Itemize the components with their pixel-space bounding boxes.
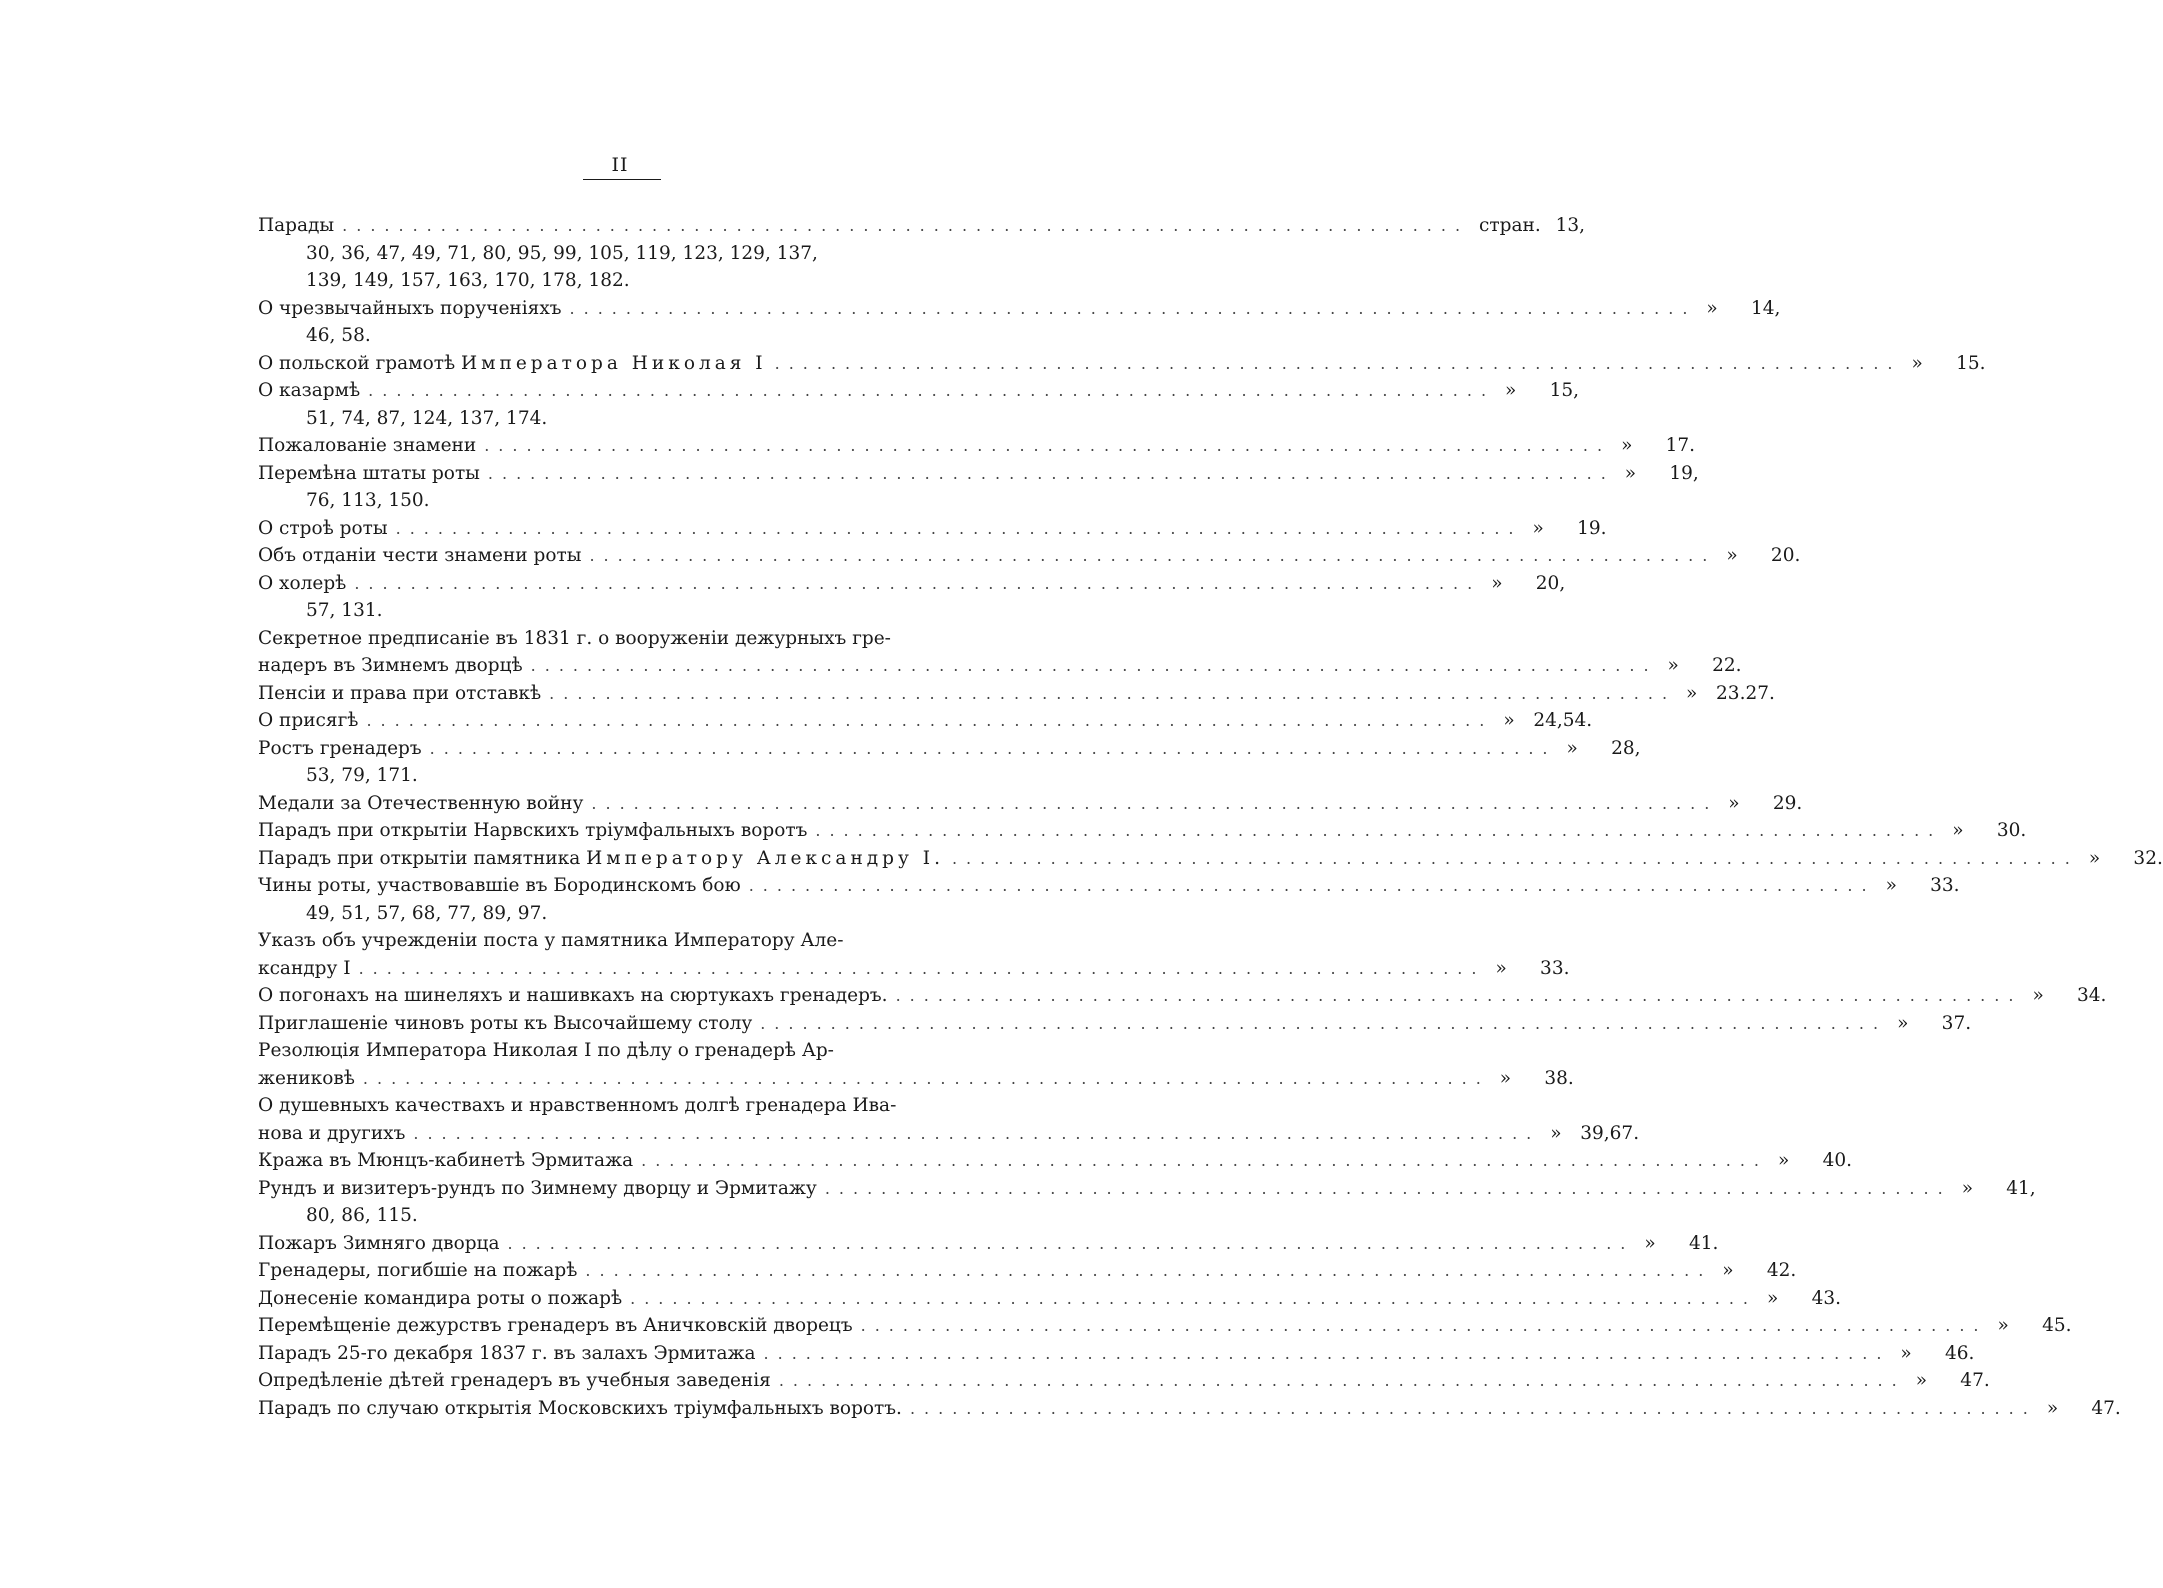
leader-dots: ................................................................................ xyxy=(630,1288,1757,1308)
toc-entry xyxy=(258,350,1986,378)
page-ref-mark: » xyxy=(2032,985,2044,1006)
page-ref: 29. xyxy=(1772,792,1803,814)
entry-title: Парадъ при открытіи Нарвскихъ тріумфальныхъ воротъ xyxy=(258,820,808,841)
page-ref-mark: » xyxy=(1503,710,1515,731)
toc-entry xyxy=(258,1010,1972,1038)
entry-row xyxy=(258,1147,1852,1175)
page-ref-mark: » xyxy=(1900,1342,1912,1364)
page-ref: 20, xyxy=(1535,572,1566,594)
entry-title: Парадъ 25-го декабря 1837 г. въ залахъ Эрмитажа xyxy=(258,1342,756,1364)
entry-row xyxy=(258,1257,1797,1285)
entry-row xyxy=(258,790,1803,818)
toc-entry xyxy=(258,212,1586,295)
leader-dots: ................................................................................ xyxy=(395,518,1523,538)
leader-dots: ................................................................................ xyxy=(569,298,1697,318)
toc-entry xyxy=(258,1092,1640,1147)
entry-row xyxy=(258,707,1593,735)
entry-title: Перемѣна штаты роты xyxy=(258,462,480,484)
toc-entry xyxy=(258,790,1803,818)
toc-entry xyxy=(258,1257,1797,1285)
entry-row xyxy=(258,1285,1841,1313)
entry-row xyxy=(258,515,1607,543)
page-ref: 20. xyxy=(1770,545,1801,566)
page-ref: 24,54. xyxy=(1533,710,1593,731)
toc-entry xyxy=(258,1395,2121,1423)
toc-entry xyxy=(258,1285,1841,1313)
toc-entry xyxy=(258,680,1775,708)
header-rule xyxy=(583,179,661,180)
entry-row xyxy=(258,1340,1975,1368)
leader-dots: ................................................................................ xyxy=(909,1398,2037,1418)
page-number: II xyxy=(611,154,629,176)
entry-title: Чины роты, участвовавшіе въ Бородинскомъ бою xyxy=(258,875,741,896)
entry-title: Ростъ гренадеръ xyxy=(258,737,422,759)
entry-title-spaced: Императора Николая I xyxy=(461,352,767,374)
page-ref-mark: стран. xyxy=(1479,215,1541,236)
entry-title-spaced: Императору Александру I. xyxy=(586,847,944,869)
leader-dots: ................................................................................ xyxy=(748,876,1876,895)
page-ref: 17. xyxy=(1665,435,1696,456)
entry-row xyxy=(258,735,1641,763)
page-ref-mark: » xyxy=(1667,655,1679,676)
page-ref: 19, xyxy=(1669,462,1699,484)
toc-entry xyxy=(258,1312,2072,1340)
leader-dots: ................................................................................ xyxy=(342,216,1470,235)
page-ref-mark: » xyxy=(1491,572,1503,594)
page-ref: 15. xyxy=(1956,352,1986,374)
entry-title: Опредѣленіе дѣтей гренадеръ въ учебныя заведенія xyxy=(258,1370,771,1391)
entry-row xyxy=(258,432,1696,460)
page-ref: 38. xyxy=(1544,1067,1574,1089)
page-ref-mark: » xyxy=(1726,545,1738,566)
entry-title: ксандру I xyxy=(258,957,351,979)
page-ref: 28, xyxy=(1611,737,1641,759)
entry-title: Пожаръ Зимняго дворца xyxy=(258,1232,500,1254)
page-ref-mark: » xyxy=(1728,792,1740,814)
page-ref: 40. xyxy=(1822,1150,1852,1171)
leader-dots: ................................................................................ xyxy=(366,711,1494,730)
toc-entry xyxy=(258,570,1566,625)
entry-row xyxy=(258,1230,1719,1258)
entry-continuation: 139, 149, 157, 163, 170, 178, 182. xyxy=(306,270,630,291)
toc-entry xyxy=(258,432,1696,460)
toc-entry xyxy=(258,625,1742,680)
page-ref-mark: » xyxy=(1624,462,1637,484)
page-ref-mark: » xyxy=(1550,1122,1562,1144)
toc-entry xyxy=(258,872,1960,927)
toc-entry xyxy=(258,817,2027,845)
entry-title: О погонахъ на шинеляхъ и нашивкахъ на сюртукахъ гренадеръ. xyxy=(258,985,888,1006)
page-ref-mark: » xyxy=(1566,737,1578,759)
page-ref-mark: » xyxy=(1778,1150,1790,1171)
leader-dots: ................................................................................ xyxy=(860,1316,1988,1335)
toc-entry xyxy=(258,707,1593,735)
page-ref-mark: » xyxy=(1686,682,1698,704)
page-ref: 19. xyxy=(1577,517,1607,539)
leader-dots: ................................................................................ xyxy=(641,1151,1768,1170)
entry-continuation: 80, 86, 115. xyxy=(306,1205,418,1226)
page-ref-mark: » xyxy=(1706,297,1718,319)
page-ref: 23.27. xyxy=(1716,682,1775,704)
page-ref-mark: » xyxy=(1767,1287,1779,1309)
entry-title: Парады xyxy=(258,215,335,236)
page-ref: 15, xyxy=(1549,380,1580,401)
entry-title-line: Указъ объ учрежденіи поста у памятника Императору Але- xyxy=(258,930,844,951)
toc-entry xyxy=(258,515,1607,543)
page-ref: 43. xyxy=(1811,1287,1841,1309)
leader-dots: ................................................................................ xyxy=(760,1013,1888,1033)
page-ref-mark: » xyxy=(1722,1260,1734,1281)
page-ref: 34. xyxy=(2077,985,2107,1006)
toc-entry xyxy=(258,735,1641,790)
entry-continuation: 51, 74, 87, 124, 137, 174. xyxy=(306,407,548,429)
entry-title: О польской грамотѣ Императора Николая I xyxy=(258,352,767,374)
page-ref-mark: » xyxy=(1532,517,1544,539)
entry-row xyxy=(258,1120,1640,1148)
entry-row xyxy=(258,680,1775,708)
entry-continuation: 57, 131. xyxy=(306,600,383,621)
toc-entry xyxy=(258,1230,1719,1258)
page-ref: 14, xyxy=(1750,297,1781,319)
entry-title: жениковѣ xyxy=(258,1067,355,1089)
entry-row xyxy=(258,982,2107,1010)
page-ref-mark: » xyxy=(1897,1012,1909,1034)
entry-title: Приглашеніе чиновъ роты къ Высочайшему столу xyxy=(258,1012,753,1034)
page-ref: 32. xyxy=(2133,847,2163,869)
page-ref: 47. xyxy=(2091,1397,2121,1419)
entry-row xyxy=(258,460,1699,488)
toc-entry xyxy=(258,295,1781,350)
entry-title: Объ отданіи чести знамени роты xyxy=(258,545,582,566)
entry-continuation: 30, 36, 47, 49, 71, 80, 95, 99, 105, 119, 123, 129, 137, xyxy=(306,242,818,264)
toc-entry xyxy=(258,1175,2036,1230)
leader-dots: ................................................................................ xyxy=(354,573,1482,593)
entry-row xyxy=(258,542,1801,570)
entry-title: О строѣ роты xyxy=(258,517,388,539)
toc-entry xyxy=(258,460,1699,515)
entry-row xyxy=(258,295,1781,323)
leader-dots: ................................................................................ xyxy=(774,353,1902,373)
entry-title: Перемѣщеніе дежурствъ гренадеръ въ Аничковскій дворецъ xyxy=(258,1315,853,1336)
page-ref: 45. xyxy=(2042,1315,2072,1336)
entry-title: Гренадеры, погибшіе на пожарѣ xyxy=(258,1260,578,1281)
entry-title: О присягѣ xyxy=(258,710,359,731)
toc-entry xyxy=(258,845,2163,873)
toc-entry xyxy=(258,1340,1975,1368)
page-ref-mark: » xyxy=(1499,1067,1512,1089)
entry-row xyxy=(258,570,1566,598)
toc-entry xyxy=(258,1037,1574,1092)
entry-title: Кража въ Мюнцъ-кабинетѣ Эрмитажа xyxy=(258,1150,634,1171)
page-ref-mark: » xyxy=(1495,957,1507,979)
entry-title-line: Резолюція Императора Николая I по дѣлу о гренадерѣ Ар- xyxy=(258,1040,834,1061)
leader-dots: ................................................................................ xyxy=(591,793,1719,813)
leader-dots: ................................................................................ xyxy=(549,683,1677,703)
entry-row xyxy=(258,817,2027,845)
entry-title: надеръ въ Зимнемъ дворцѣ xyxy=(258,655,523,676)
entry-continuation: 46, 58. xyxy=(306,325,371,346)
leader-dots: ................................................................................ xyxy=(530,656,1658,675)
entry-title: О чрезвычайныхъ порученіяхъ xyxy=(258,297,562,319)
leader-dots: ................................................................................ xyxy=(951,848,2079,868)
leader-dots: ................................................................................ xyxy=(429,738,1557,758)
toc-entry xyxy=(258,1147,1852,1175)
toc-entry xyxy=(258,1367,1990,1395)
leader-dots: ................................................................................ xyxy=(589,546,1717,565)
leader-dots: ................................................................................ xyxy=(368,381,1496,400)
page-ref: 42. xyxy=(1766,1260,1797,1281)
page-ref-mark: » xyxy=(1505,380,1517,401)
leader-dots: ................................................................................ xyxy=(778,1371,1906,1390)
leader-dots: ................................................................................ xyxy=(763,1343,1891,1363)
page-ref-mark: » xyxy=(2088,847,2101,869)
entry-title: Пенсіи и права при отставкѣ xyxy=(258,682,542,704)
leader-dots: ................................................................................ xyxy=(585,1261,1713,1280)
page-ref: 41. xyxy=(1688,1232,1719,1254)
entry-row xyxy=(258,1312,2072,1340)
leader-dots: ................................................................................ xyxy=(484,436,1612,455)
entry-continuation: 76, 113, 150. xyxy=(306,490,430,511)
entry-row xyxy=(258,212,1586,240)
leader-dots: ................................................................................ xyxy=(358,958,1486,978)
toc-entry xyxy=(258,542,1801,570)
page-ref: 30. xyxy=(1996,820,2027,841)
page-ref: 41, xyxy=(2006,1177,2036,1199)
leader-dots: ................................................................................ xyxy=(507,1233,1635,1253)
leader-dots: ................................................................................ xyxy=(815,821,1943,840)
page-ref-mark: » xyxy=(1961,1177,1974,1199)
entry-row xyxy=(258,872,1960,900)
entry-continuation: 53, 79, 171. xyxy=(306,765,418,786)
page-ref-mark: » xyxy=(2046,1397,2059,1419)
entry-row xyxy=(258,350,1986,378)
page-ref: 47. xyxy=(1960,1370,1990,1391)
entry-title: нова и другихъ xyxy=(258,1122,406,1144)
page-ref-mark: » xyxy=(1911,352,1923,374)
entry-title: Парадъ при открытіи памятника Императору Александру I. xyxy=(258,847,944,869)
entry-row xyxy=(258,1395,2121,1423)
page-ref: 33. xyxy=(1540,957,1570,979)
entry-continuation: 49, 51, 57, 68, 77, 89, 97. xyxy=(306,902,548,924)
table-of-contents xyxy=(258,212,2163,1422)
entry-title-line: О душевныхъ качествахъ и нравственномъ долгѣ гренадера Ива- xyxy=(258,1095,897,1116)
entry-title: Парадъ по случаю открытія Московскихъ тріумфальныхъ воротъ. xyxy=(258,1397,902,1419)
page-ref: 33. xyxy=(1930,875,1960,896)
toc-entry xyxy=(258,982,2107,1010)
entry-row xyxy=(258,1065,1574,1093)
page-ref: 22. xyxy=(1712,655,1742,676)
entry-row xyxy=(258,652,1742,680)
entry-title: Медали за Отечественную войну xyxy=(258,792,584,814)
entry-row xyxy=(258,955,1570,983)
entry-row xyxy=(258,1175,2036,1203)
entry-title: Донесеніе командира роты о пожарѣ xyxy=(258,1287,623,1309)
leader-dots: ................................................................................ xyxy=(487,463,1615,483)
leader-dots: ................................................................................ xyxy=(895,986,2023,1005)
page-ref-mark: » xyxy=(1915,1370,1928,1391)
page-ref-mark: » xyxy=(1885,875,1897,896)
page-ref: 37. xyxy=(1941,1012,1972,1034)
toc-entry xyxy=(258,927,1570,982)
page-ref: 39,67. xyxy=(1580,1122,1640,1144)
leader-dots: ................................................................................ xyxy=(413,1123,1541,1143)
entry-row xyxy=(258,845,2163,873)
entry-title-line: Секретное предписаніе въ 1831 г. о вооруженіи дежурныхъ гре- xyxy=(258,627,891,649)
page-ref-mark: » xyxy=(1997,1315,2009,1336)
page-ref: 46. xyxy=(1945,1342,1975,1364)
entry-row xyxy=(258,1367,1990,1395)
page-ref-mark: » xyxy=(1644,1232,1656,1254)
entry-title: Рундъ и визитеръ-рундъ по Зимнему дворцу и Эрмитажу xyxy=(258,1177,817,1199)
entry-row xyxy=(258,1010,1972,1038)
entry-row xyxy=(258,377,1580,405)
page-ref-mark: » xyxy=(1621,435,1633,456)
page-ref: 13, xyxy=(1555,215,1586,236)
page-ref-mark: » xyxy=(1952,820,1964,841)
entry-title: О казармѣ xyxy=(258,380,361,401)
entry-title: Пожалованіе знамени xyxy=(258,435,477,456)
entry-title: О холерѣ xyxy=(258,572,347,594)
toc-entry xyxy=(258,377,1580,432)
leader-dots: ................................................................................ xyxy=(362,1068,1490,1088)
leader-dots: ................................................................................ xyxy=(824,1178,1952,1198)
